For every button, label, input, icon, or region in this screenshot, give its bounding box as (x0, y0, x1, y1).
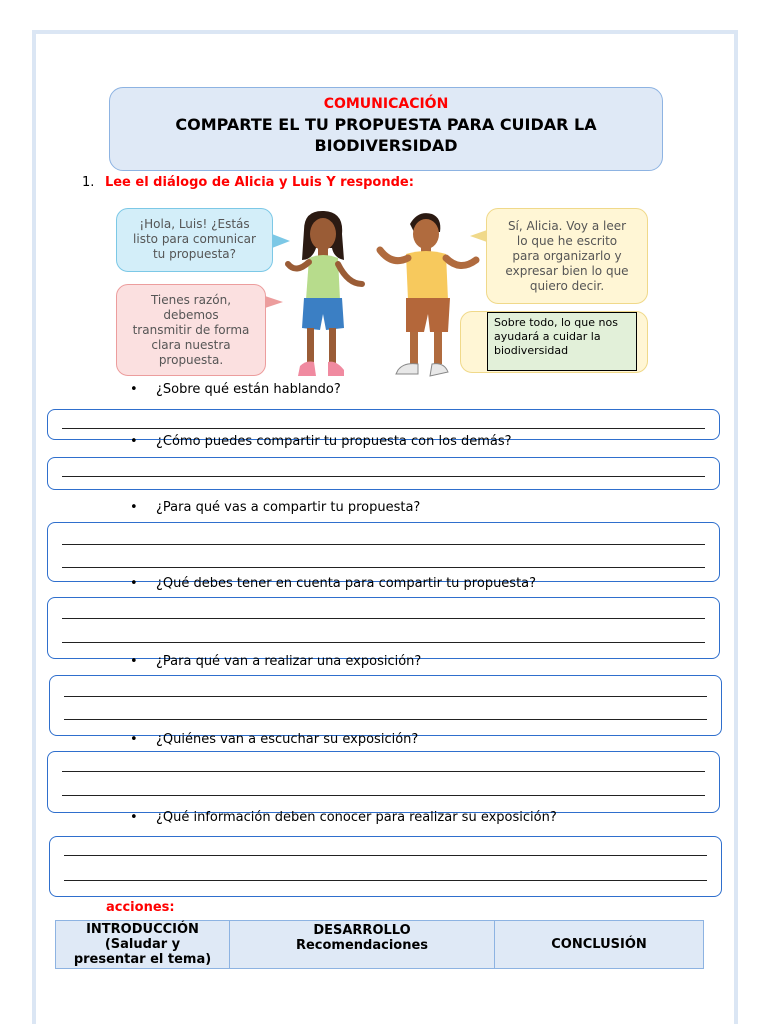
cell-line: Recomendaciones (295, 938, 429, 953)
bubble-line: Sobre todo, lo que nos (494, 316, 618, 329)
exposition-plan-table (55, 920, 704, 969)
answer-line (64, 880, 707, 881)
speech-bubble-luis-1 (486, 208, 648, 304)
answer-box-3[interactable] (47, 522, 720, 582)
bubble-line: debemos (163, 308, 219, 322)
column-introduccion (56, 921, 230, 969)
column-conclusion (495, 921, 704, 969)
instruction-number: 1. (82, 175, 95, 190)
instruction-text: Lee el diálogo de Alicia y Luis Y responde: (104, 175, 414, 190)
subject-label: COMUNICACIÓN (323, 96, 449, 112)
cell-line: (Saludar y (104, 937, 181, 952)
partial-instruction: acciones: (106, 900, 175, 915)
question-5: • ¿Para qué van a realizar una exposición? (132, 654, 421, 669)
speech-bubble-alicia-1 (116, 208, 273, 272)
question-7: • ¿Qué información deben conocer para realizar su exposición? (132, 810, 557, 825)
answer-line (62, 795, 705, 796)
answer-box-7[interactable] (49, 836, 722, 897)
question-1: • ¿Sobre qué están hablando? (132, 382, 341, 397)
question-2: • ¿Cómo puedes compartir tu propuesta con los demás? (132, 434, 512, 449)
cell-line: INTRODUCCIÓN (86, 922, 199, 937)
bubble-line: Tienes razón, (150, 293, 232, 307)
answer-box-6[interactable] (47, 751, 720, 813)
bubble-line: quiero decir. (529, 279, 605, 293)
alicia-illustration (282, 208, 368, 384)
luis-illustration (374, 210, 482, 382)
question-6: • ¿Quiénes van a escuchar su exposición? (132, 732, 418, 747)
bubble-line: clara nuestra (151, 338, 231, 352)
bubble-line: Sí, Alicia. Voy a leer (507, 219, 627, 233)
answer-line (62, 567, 705, 568)
speech-bubble-alicia-2 (116, 284, 266, 376)
bubble-line: expresar bien lo que (505, 264, 629, 278)
answer-line (64, 719, 707, 720)
speech-bubble-luis-2 (487, 312, 637, 371)
column-desarrollo (230, 921, 495, 969)
bubble-line: para organizarlo y (512, 249, 622, 263)
answer-line (62, 428, 705, 429)
question-4: • ¿Qué debes tener en cuenta para compartir tu propuesta? (132, 576, 536, 591)
page-title-line-1: COMPARTE EL TU PROPUESTA PARA CUIDAR LA (175, 115, 597, 134)
answer-box-5[interactable] (49, 675, 722, 736)
answer-box-4[interactable] (47, 597, 720, 659)
answer-line (62, 771, 705, 772)
page-title-line-2: BIODIVERSIDAD (314, 136, 458, 155)
answer-line (62, 618, 705, 619)
bubble-line: tu propuesta? (152, 247, 237, 261)
bubble-line: propuesta. (158, 353, 224, 367)
question-3: • ¿Para qué vas a compartir tu propuesta? (132, 500, 420, 515)
answer-line (62, 476, 705, 477)
instruction (82, 175, 414, 190)
answer-box-2[interactable] (47, 457, 720, 490)
answer-line (64, 696, 707, 697)
cell-line: presentar el tema) (73, 952, 212, 967)
title-box (109, 87, 663, 171)
answer-line (62, 642, 705, 643)
bubble-line: listo para comunicar (133, 232, 256, 246)
bubble-line: ¡Hola, Luis! ¿Estás (139, 217, 250, 231)
answer-line (62, 544, 705, 545)
cell-line: DESARROLLO (313, 923, 411, 938)
bubble-tail (265, 296, 283, 308)
bubble-line: biodiversidad (494, 344, 569, 357)
answer-line (64, 855, 707, 856)
bubble-line: ayudará a cuidar la (494, 330, 601, 343)
bubble-line: transmitir de forma (132, 323, 250, 337)
bubble-line: lo que he escrito (516, 234, 618, 248)
cell-line: CONCLUSIÓN (551, 937, 647, 952)
